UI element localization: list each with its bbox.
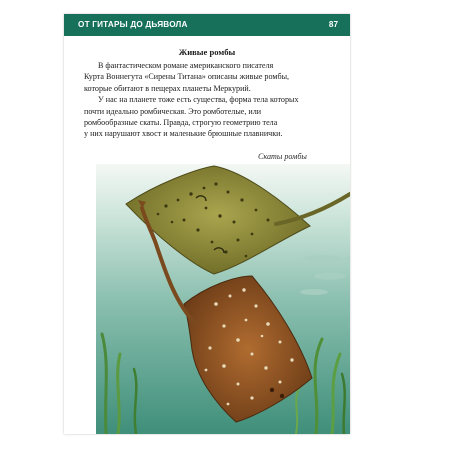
book-page: [64, 14, 350, 434]
running-header-title: ОТ ГИТАРЫ ДО ДЬЯВОЛА: [78, 20, 188, 29]
illustration-caption: Скаты ромбы: [258, 152, 307, 161]
section-title: Живые ромбы: [178, 47, 236, 57]
body-line: У нас на планете тоже есть существа, форма тела которых: [98, 95, 299, 105]
body-line: В фантастическом романе американского писателя: [98, 61, 274, 70]
body-line: у них нарушают хвост и маленькие брюшные плавнички.: [84, 129, 283, 139]
running-header-bar: [64, 14, 350, 36]
page-number: 87: [328, 20, 338, 29]
body-line: которые обитают в пещерах планеты Меркурий.: [84, 83, 251, 93]
body-line: ромбообразные скаты. Правда, строгую геометрию тела: [84, 118, 278, 128]
rays-illustration: [96, 164, 350, 434]
body-line: Курта Воннегута «Сирены Титана» описаны живые ромбы,: [84, 72, 290, 82]
body-line: почти идеально ромбическая. Это ромботелые, или: [84, 106, 262, 116]
body-paragraph: [84, 60, 334, 140]
